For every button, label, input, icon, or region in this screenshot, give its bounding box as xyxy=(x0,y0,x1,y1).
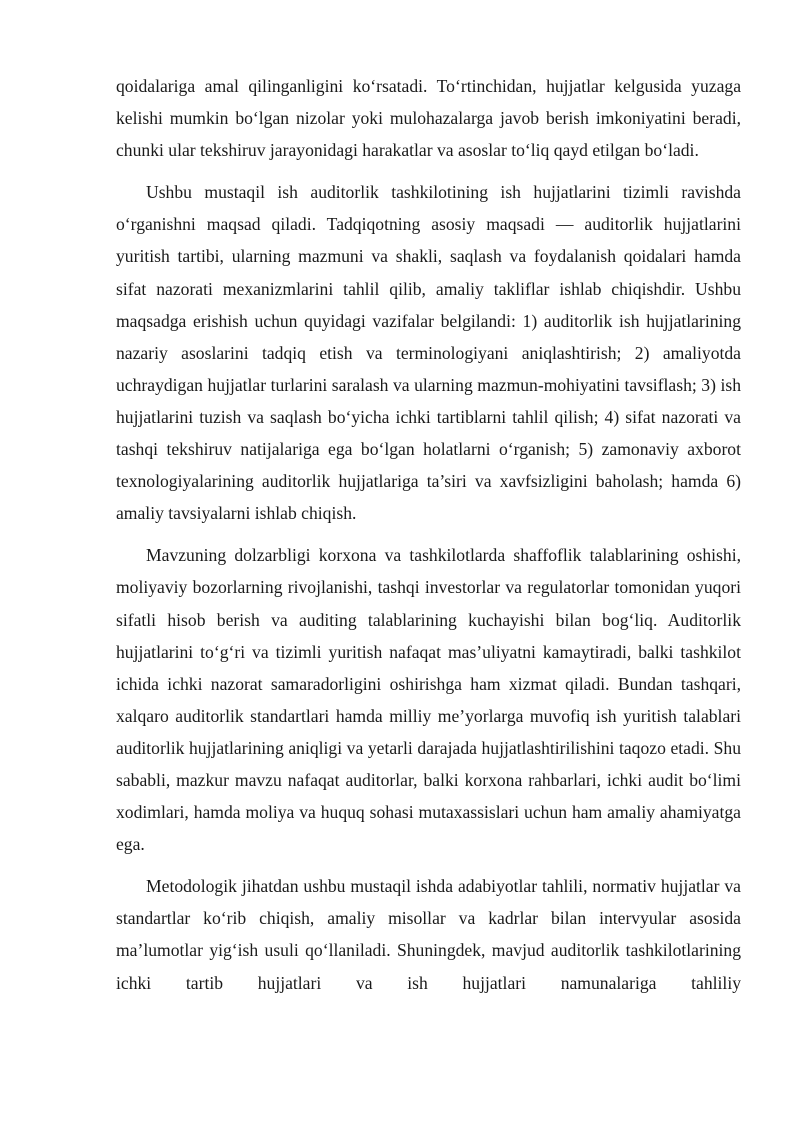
paragraph-4: Metodologik jihatdan ushbu mustaqil ishda adabiyotlar tahlili, normativ hujjatlar va standartlar ko‘rib chiqish, amaliy misollar va kadrlar bilan intervyular asosida ma’lumotlar yig‘ish usuli qo‘llaniladi. Shuningdek, mavjud auditorlik tashkilotlarining ichki tartib hujjatlari va ish hujjatlari namunalariga tahliliy xyxy=(116,876,741,993)
paragraph-3: Mavzuning dolzarbligi korxona va tashkilotlarda shaffoflik talablarining oshishi, moliyaviy bozorlarning rivojlanishi, tashqi investorlar va regulatorlar tomonidan yuqori sifatli hisob berish va auditing talablarining kuchayishi bilan bog‘liq. Auditorlik hujjatlarini to‘g‘ri va tizimli yuritish nafaqat mas’uliyatni kamaytiradi, balki tashkilot ichida ichki nazorat samaradorligini oshirishga ham xizmat qiladi. Bundan tashqari, xalqaro auditorlik standartlari hamda milliy me’yorlarga muvofiq ish yuritish talablari auditorlik hujjatlarining aniqligi va yetarli darajada hujjatlashtirilishini taqozo etadi. Shu sababli, mazkur mavzu nafaqat auditorlar, balki korxona rahbarlari, ichki audit bo‘limi xodimlari, hamda moliya va huquq sohasi mutaxassislari uchun ham amaliy ahamiyatga ega. xyxy=(116,545,741,855)
paragraph-2: Ushbu mustaqil ish auditorlik tashkilotining ish hujjatlarini tizimli ravishda o‘rganishni maqsad qiladi. Tadqiqotning asosiy maqsadi — auditorlik hujjatlarini yuritish tartibi, ularning mazmuni va shakli, saqlash va foydalanish qoidalari hamda sifat nazorati mexanizmlarini tahlil qilib, amaliy takliflar ishlab chiqishdir. Ushbu maqsadga erishish uchun quyidagi vazifalar belgilandi: 1) auditorlik ish hujjatlarining nazariy asoslarini tadqiq etish va terminologiyani aniqlashtirish; 2) amaliyotda uchraydigan hujjatlar turlarini saralash va ularning mazmun-mohiyatini tavsiflash; 3) ish hujjatlarini tuzish va saqlash bo‘yicha ichki tartiblarni tahlil qilish; 4) sifat nazorati va tashqi tekshiruv natijalariga ega bo‘lgan holatlarni o‘rganish; 5) zamonaviy axborot texnologiyalarining auditorlik hujjatlariga ta’siri va xavfsizligini baholash; hamda 6) amaliy tavsiyalarni ishlab chiqish. xyxy=(116,182,741,524)
paragraph-1: qoidalariga amal qilinganligini ko‘rsatadi. To‘rtinchidan, hujjatlar kelgusida yuzaga kelishi mumkin bo‘lgan nizolar yoki mulohazalarga javob berish imkoniyatini beradi, chunki ular tekshiruv jarayonidagi harakatlar va asoslar to‘liq qayd etilgan bo‘ladi. xyxy=(116,76,741,161)
document-body xyxy=(116,70,741,1009)
